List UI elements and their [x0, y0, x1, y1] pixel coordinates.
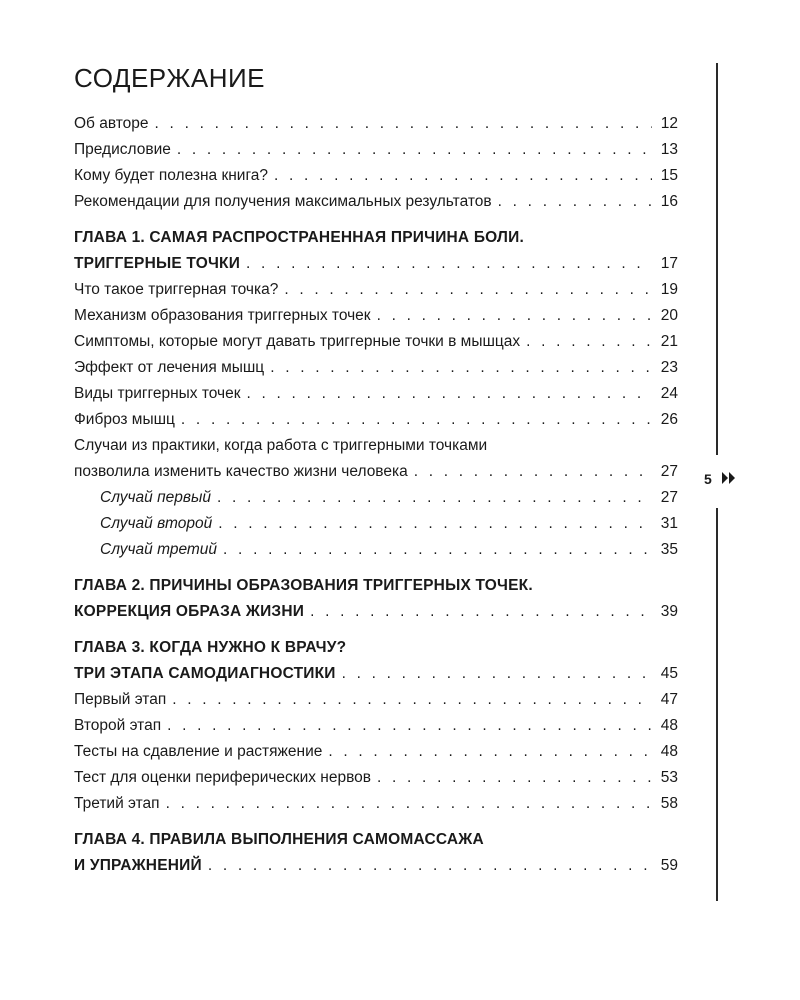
- page-title: СОДЕРЖАНИЕ: [74, 63, 266, 93]
- chapter-1-heading-line1: ГЛАВА 1. САМАЯ РАСПРОСТРАНЕННАЯ ПРИЧИНА БОЛИ.: [74, 229, 524, 246]
- chapter-4-heading-line1: ГЛАВА 4. ПРАВИЛА ВЫПОЛНЕНИЯ САМОМАССАЖА: [74, 831, 484, 848]
- dot-leader: [328, 739, 652, 765]
- toc-entry-audience[interactable]: [74, 163, 678, 189]
- toc-entry-stage-2[interactable]: [74, 713, 678, 739]
- dot-leader: [310, 599, 652, 625]
- toc-entry-title: Предисловие: [74, 141, 171, 158]
- toc-entry-muscle-fibrosis[interactable]: [74, 407, 678, 433]
- dot-leader: [208, 853, 652, 879]
- toc-entry-title: Фиброз мышц: [74, 411, 175, 428]
- toc-entry-page: 13: [660, 141, 678, 158]
- dot-leader: [172, 687, 652, 713]
- toc-entry-title: Случай первый: [100, 489, 211, 506]
- toc-entry-nerve-test[interactable]: [74, 765, 678, 791]
- toc-entry-title: Тесты на сдавление и растяжение: [74, 743, 323, 760]
- chapter-2-title: КОРРЕКЦИЯ ОБРАЗА ЖИЗНИ: [74, 603, 305, 620]
- toc-subentry-case-1[interactable]: [74, 485, 678, 511]
- toc-entry-title: Случай второй: [100, 515, 213, 532]
- dot-leader: [342, 661, 652, 687]
- toc-entry-page: 39: [660, 603, 678, 620]
- toc-entry-page: 53: [660, 769, 678, 786]
- chapter-3-heading-line1: ГЛАВА 3. КОГДА НУЖНО К ВРАЧУ?: [74, 639, 347, 656]
- chapter-2-heading[interactable]: [74, 599, 678, 625]
- toc-entry-page: 19: [660, 281, 678, 298]
- toc-entry-page: 20: [660, 307, 678, 324]
- table-of-contents: [74, 111, 678, 879]
- dot-leader: [218, 511, 652, 537]
- toc-entry-page: 27: [660, 463, 678, 480]
- toc-entry-title: Второй этап: [74, 717, 162, 734]
- toc-entry-page: 27: [660, 489, 678, 506]
- toc-entry-page: 24: [660, 385, 678, 402]
- toc-entry-treatment-effect[interactable]: [74, 355, 678, 381]
- chapter-4-heading[interactable]: [74, 853, 678, 879]
- toc-entry-about-author[interactable]: [74, 111, 678, 137]
- toc-entry-title: Третий этап: [74, 795, 160, 812]
- toc-entry-page: 31: [660, 515, 678, 532]
- dot-leader: [377, 765, 652, 791]
- toc-entry-title: Симптомы, которые могут давать триггерные точки в мышцах: [74, 333, 521, 350]
- toc-entry-page: 17: [660, 255, 678, 272]
- dot-leader: [274, 163, 652, 189]
- toc-entry-title: Тест для оценки периферических нервов: [74, 769, 372, 786]
- dot-leader: [377, 303, 652, 329]
- toc-entry-title: Рекомендации для получения максимальных результатов: [74, 193, 492, 210]
- margin-rule-bottom: [716, 508, 718, 901]
- margin-rule-top: [716, 63, 718, 455]
- toc-entry-page: 12: [660, 115, 678, 132]
- toc-entry-what-is-trigger-point[interactable]: [74, 277, 678, 303]
- chapter-1-title: ТРИГГЕРНЫЕ ТОЧКИ: [74, 255, 241, 272]
- chapter-3-title: ТРИ ЭТАПА САМОДИАГНОСТИКИ: [74, 665, 336, 682]
- toc-entry-page: 26: [660, 411, 678, 428]
- toc-entry-compression-tests[interactable]: [74, 739, 678, 765]
- toc-entry-page: 48: [660, 717, 678, 734]
- toc-entry-page: 16: [660, 193, 678, 210]
- toc-entry-cases-line1: Случаи из практики, когда работа с триггерными точками: [74, 437, 488, 454]
- toc-entry-practice-cases[interactable]: [74, 459, 678, 485]
- toc-entry-page: 15: [660, 167, 678, 184]
- toc-entry-page: 45: [660, 665, 678, 682]
- toc-entry-title: Об авторе: [74, 115, 149, 132]
- toc-entry-symptoms[interactable]: [74, 329, 678, 355]
- toc-entry-page: 59: [660, 857, 678, 874]
- toc-entry-trigger-point-types[interactable]: [74, 381, 678, 407]
- chapter-4-title: И УПРАЖНЕНИЙ: [74, 857, 202, 874]
- dot-leader: [181, 407, 652, 433]
- dot-leader: [247, 381, 652, 407]
- toc-entry-stage-1[interactable]: [74, 687, 678, 713]
- toc-entry-title: Виды триггерных точек: [74, 385, 241, 402]
- dot-leader: [177, 137, 652, 163]
- toc-entry-title: Кому будет полезна книга?: [74, 167, 269, 184]
- toc-entry-page: 21: [660, 333, 678, 350]
- dot-leader: [526, 329, 652, 355]
- toc-entry-title: Случай третий: [100, 541, 218, 558]
- page-number: 5: [704, 471, 712, 487]
- toc-entry-title: Что такое триггерная точка?: [74, 281, 279, 298]
- dot-leader: [270, 355, 652, 381]
- toc-entry-page: 47: [660, 691, 678, 708]
- page-number-marker: [704, 470, 736, 488]
- dot-leader: [414, 459, 652, 485]
- toc-entry-formation-mechanism[interactable]: [74, 303, 678, 329]
- toc-entry-page: 58: [660, 795, 678, 812]
- toc-entry-recommendations[interactable]: [74, 189, 678, 215]
- dot-leader: [223, 537, 652, 563]
- toc-entry-page: 48: [660, 743, 678, 760]
- toc-entry-title: Эффект от лечения мышц: [74, 359, 265, 376]
- dot-leader: [284, 277, 652, 303]
- toc-entry-page: 23: [660, 359, 678, 376]
- dot-leader: [246, 251, 652, 277]
- dot-leader: [166, 791, 652, 817]
- dot-leader: [167, 713, 652, 739]
- toc-subentry-case-2[interactable]: [74, 511, 678, 537]
- chapter-2-heading-line1: ГЛАВА 2. ПРИЧИНЫ ОБРАЗОВАНИЯ ТРИГГЕРНЫХ ТОЧЕК.: [74, 577, 533, 594]
- chapter-3-heading[interactable]: [74, 661, 678, 687]
- double-arrow-right-icon: [722, 470, 736, 488]
- toc-subentry-case-3[interactable]: [74, 537, 678, 563]
- toc-entry-preface[interactable]: [74, 137, 678, 163]
- toc-entry-title: Механизм образования триггерных точек: [74, 307, 371, 324]
- dot-leader: [217, 485, 652, 511]
- toc-entry-page: 35: [660, 541, 678, 558]
- dot-leader: [498, 189, 652, 215]
- toc-entry-title: Первый этап: [74, 691, 167, 708]
- dot-leader: [155, 111, 652, 137]
- toc-entry-stage-3[interactable]: [74, 791, 678, 817]
- chapter-1-heading[interactable]: [74, 251, 678, 277]
- toc-entry-title: позволила изменить качество жизни человека: [74, 463, 408, 480]
